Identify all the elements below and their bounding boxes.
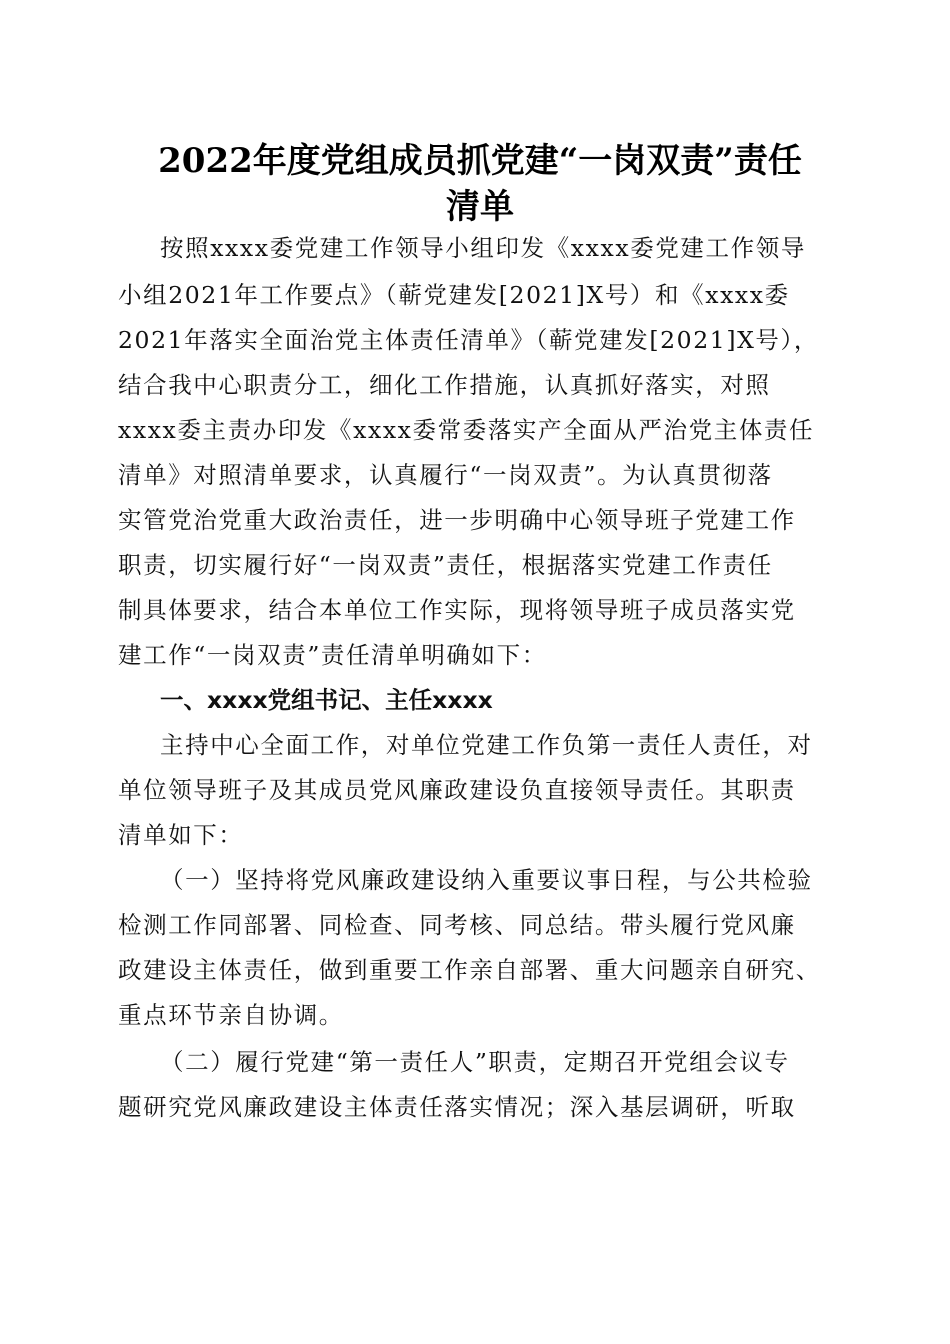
intro-paragraph-line: 实管党治党重大政治责任，进一步明确中心领导班子党建工作 xyxy=(118,506,796,534)
title-line-2: 清单 xyxy=(446,187,514,227)
section-1-line: 单位领导班子及其成员党风廉政建设负直接领导责任。其职责 xyxy=(118,776,796,804)
section-1-heading: 一、xxxx党组书记、主任xxxx xyxy=(160,686,493,714)
intro-paragraph-line: 清单》对照清单要求，认真履行“一岗双责”。为认真贯彻落 xyxy=(118,461,773,489)
intro-paragraph-line: 2021年落实全面治党主体责任清单》（蕲党建发[2021]X号）， xyxy=(118,326,819,354)
item-1-line: 检测工作同部署、同检查、同考核、同总结。带头履行党风廉 xyxy=(118,911,796,939)
item-1-line: 重点环节亲自协调。 xyxy=(118,1001,344,1029)
intro-paragraph-line: 按照xxxx委党建工作领导小组印发《xxxx委党建工作领导 xyxy=(160,234,806,262)
intro-paragraph-line: 小组2021年工作要点》（蕲党建发[2021]X号）和《xxxx委 xyxy=(118,281,790,309)
intro-paragraph-line: 职责，切实履行好“一岗双责”责任，根据落实党建工作责任 xyxy=(118,551,773,579)
item-2-line: 题研究党风廉政建设主体责任落实情况；深入基层调研，听取 xyxy=(118,1093,796,1121)
item-1-line: （一）坚持将党风廉政建设纳入重要议事日程，与公共检验 xyxy=(160,866,813,894)
intro-paragraph-line: 结合我中心职责分工，细化工作措施，认真抓好落实，对照 xyxy=(118,371,771,399)
section-1-line: 清单如下： xyxy=(118,821,244,849)
intro-paragraph-line: 建工作“一岗双责”责任清单明确如下： xyxy=(118,641,547,669)
section-1-line: 主持中心全面工作，对单位党建工作负第一责任人责任，对 xyxy=(160,731,813,759)
item-2-line: （二）履行党建“第一责任人”职责，定期召开党组会议专 xyxy=(160,1048,790,1076)
intro-paragraph-line: xxxx委主责办印发《xxxx委常委落实产全面从严治党主体责任 xyxy=(118,416,815,444)
document-title xyxy=(120,138,840,230)
title-line-1: 2022年度党组成员抓党建“一岗双责”责任 xyxy=(158,141,802,181)
item-1-line: 政建设主体责任，做到重要工作亲自部署、重大问题亲自研究、 xyxy=(118,956,821,984)
intro-paragraph-line: 制具体要求，结合本单位工作实际，现将领导班子成员落实党 xyxy=(118,596,796,624)
